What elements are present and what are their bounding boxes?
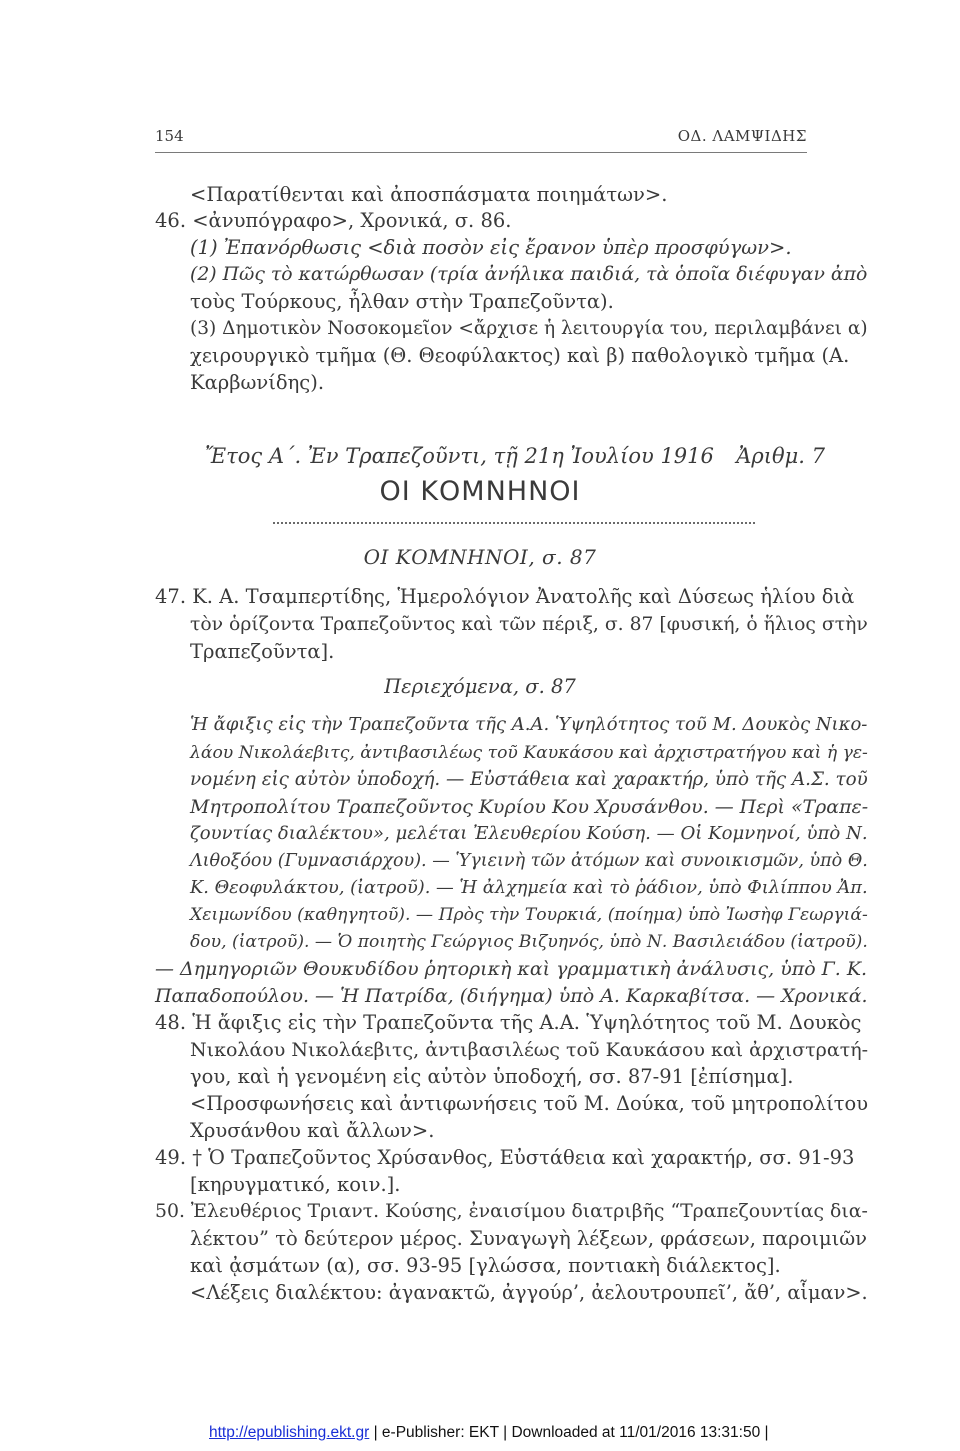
text-line: λέκτου” τὸ δεύτερον μέρος. Συναγωγὴ λέξεων, φράσεων, παροιμιῶν <box>190 1227 868 1250</box>
journal-reference: ΟΙ ΚΟΜΝΗΝΟΙ, σ. 87 <box>363 545 597 569</box>
contents-line: Παπαδοπούλου. — Ἡ Πατρίδα, (διήγημα) ὑπὸ Α. Καρκαβίτσα. — Χρονικά. <box>155 985 868 1007</box>
text-line: Νικολάου Νικολάεβιτς, ἀντιβασιλέως τοῦ Καυκάσου καὶ ἀρχιστρατή- <box>190 1039 869 1061</box>
text-line: γου, καὶ ἡ γενομένη εἰς αὐτὸν ὑποδοχή, σσ. 87-91 [ἐπίσημα]. <box>190 1065 794 1088</box>
header-rule <box>155 152 807 153</box>
contents-line: Μητροπολίτου Τραπεζοῦντος Κυρίου Κου Χρυσάνθου. — Περὶ «Τραπε- <box>190 796 869 818</box>
entry-heading: 50. Ἐλευθέριος Τριαντ. Κούσης, ἐναισίμου διατριβῆς “Τραπεζουντίας δια- <box>155 1201 868 1222</box>
text-line: [κηρυγματικό, κοιν.]. <box>190 1173 401 1196</box>
text-line: (2) Πῶς τὸ κατώρθωσαν (τρία ἀνήλικα παιδιά, τὰ ὁποῖα διέφυγαν ἀπὸ <box>190 264 868 285</box>
contents-line: λάου Νικολάεβιτς, ἀντιβασιλέως τοῦ Καυκάσου καὶ ἀρχιστρατήγου καὶ ἡ γε- <box>190 743 868 763</box>
contents-line: ζουντίας διαλέκτου», μελέται Ἐλευθερίου Κούση. — Οἱ Κομνηνοί, ὑπὸ Ν. <box>190 823 868 844</box>
contents-line: Λιθοξόου (Γυμνασιάρχου). — Ὑγιεινὴ τῶν ἀτόμων καὶ συνοικισμῶν, ὑπὸ Θ. <box>190 851 868 871</box>
masthead-date-line <box>205 444 825 474</box>
journal-title: ΟΙ ΚΟΜΝΗΝΟΙ <box>379 476 581 507</box>
entry-heading: 48. Ἡ ἄφιξις εἰς τὴν Τραπεζοῦντα τῆς Α.Α. Ὑψηλότητος τοῦ Μ. Δουκὸς <box>155 1011 862 1034</box>
contents-line: — Δημηγοριῶν Θουκυδίδου ῥητορικὴ καὶ γραμματικὴ ἀνάλυσις, ὑπὸ Γ. Κ. <box>155 958 868 980</box>
page-number: 154 <box>155 127 184 145</box>
running-head <box>155 127 807 149</box>
author-running-title: ΟΔ. ΛΑΜΨΙΔΗΣ <box>677 127 807 145</box>
contents-line: Χειμωνίδου (καθηγητοῦ). — Πρὸς τὴν Τουρκιά, (ποίημα) ὑπὸ Ἰωσὴφ Γεωργιά- <box>190 905 868 925</box>
text-line: (1) Ἐπανόρθωσις <διὰ ποσὸν εἰς ἔρανον ὑπὲρ προσφύγων>. <box>190 236 792 259</box>
text-line: <Λέξεις διαλέκτου: ἀγανακτῶ, ἀγγούρ’, ἀελουτρουπεῖ’, ἄθ’, αἷμαν>. <box>190 1281 868 1304</box>
text-line: <Προσφωνήσεις καὶ ἀντιφωνήσεις τοῦ Μ. Δούκα, τοῦ μητροπολίτου <box>190 1092 869 1115</box>
issue-number: Ἀριθμ. 7 <box>736 444 825 468</box>
entry-heading: 46. <ἀνυπόγραφο>, Χρονικά, σ. 86. <box>155 209 512 232</box>
contents-line: νομένη εἰς αὐτὸν ὑποδοχή. — Εὐστάθεια καὶ χαρακτήρ, ὑπὸ τῆς Α.Σ. τοῦ <box>190 769 868 790</box>
text-line: (3) Δημοτικὸν Νοσοκομεῖον <ἄρχισε ἡ λειτουργία του, περιλαμβάνει α) <box>190 318 868 339</box>
text-line: καὶ ᾀσμάτων (α), σσ. 93-95 [γλώσσα, ποντιακὴ διάλεκτος]. <box>190 1254 781 1277</box>
publisher-link[interactable]: http://epublishing.ekt.gr <box>209 1424 370 1441</box>
text-line: τὸν ὁρίζοντα Τραπεζοῦντος καὶ τῶν πέριξ, σ. 87 [φυσική, ὁ ἥλιος στὴν <box>190 614 868 635</box>
text-line: Χρυσάνθου καὶ ἄλλων>. <box>190 1119 435 1142</box>
contents-heading: Περιεχόμενα, σ. 87 <box>384 675 576 698</box>
text-line: χειρουργικὸ τμῆμα (Θ. Θεοφύλακτος) καὶ β) παθολογικὸ τμῆμα (Α. <box>190 344 850 367</box>
contents-line: Ἡ ἄφιξις εἰς τὴν Τραπεζοῦντα τῆς Α.Α. Ὑψηλότητος τοῦ Μ. Δουκὸς Νικο- <box>190 714 868 735</box>
year-and-date: Ἔτος Α΄. Ἐν Τραπεζοῦντι, τῇ 21η Ἰουλίου 1916 <box>205 444 714 468</box>
text-line: τοὺς Τούρκους, ἦλθαν στὴν Τραπεζοῦντα). <box>190 290 614 313</box>
contents-line: δου, (ἰατροῦ). — Ὁ ποιητὴς Γεώργιος Βιζυηνός, ὑπὸ Ν. Βασιλειάδου (ἰατροῦ). <box>190 932 868 952</box>
entry-heading: 47. Κ. Α. Τσαμπερτίδης, Ἡμερολόγιον Ἀνατολῆς καὶ Δύσεως ἡλίου διὰ <box>155 585 855 608</box>
contents-line: Κ. Θεοφυλάκτου, (ἰατροῦ). — Ἡ ἀλχημεία καὶ τὸ ῥάδιον, ὑπὸ Φιλίππου Ἀπ. <box>190 878 868 898</box>
text-line: Τραπεζοῦντα]. <box>190 640 335 663</box>
dotted-separator <box>273 522 755 524</box>
footer-text: | e-Publisher: EKT | Downloaded at 11/01/2016 13:31:50 | <box>369 1424 769 1441</box>
download-footer <box>209 1424 769 1446</box>
entry-heading: 49. † Ὁ Τραπεζοῦντος Χρύσανθος, Εὐστάθεια καὶ χαρακτήρ, σσ. 91-93 <box>155 1146 855 1169</box>
text-line: Καρβωνίδης). <box>190 371 325 394</box>
text-line: <Παρατίθενται καὶ ἀποσπάσματα ποιημάτων>. <box>190 183 668 206</box>
